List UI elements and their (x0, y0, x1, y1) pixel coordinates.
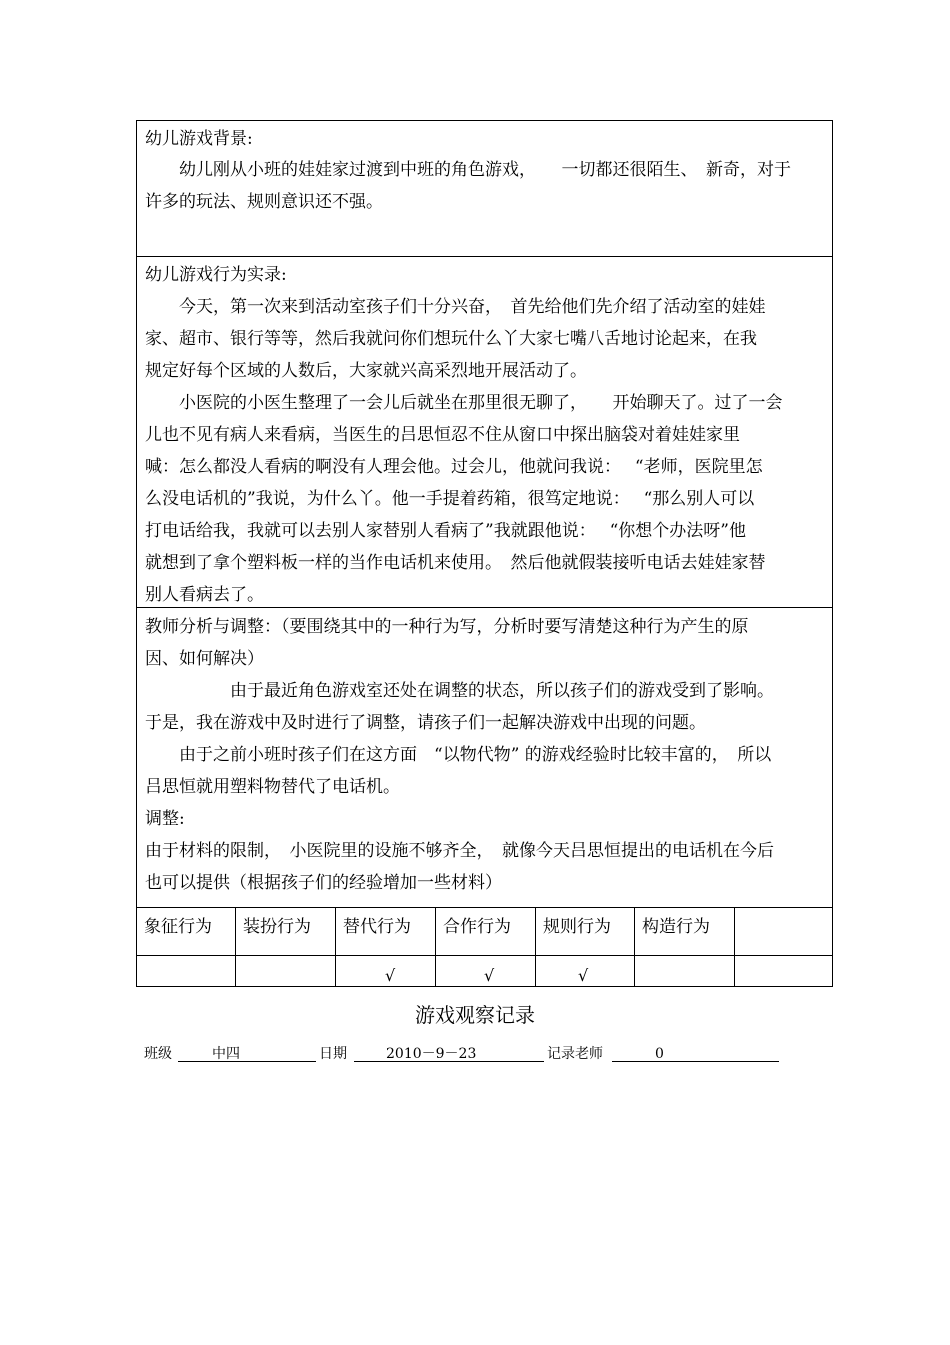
background-line: 幼儿刚从小班的娃娃家过渡到中班的角色游戏， 一切都还很陌生、 新奇，对于 (145, 160, 791, 180)
divider (137, 607, 832, 608)
observation-table (136, 120, 833, 987)
record-line: 规定好每个区域的人数后，大家就兴高采烈地开展活动了。 (145, 361, 587, 381)
behavior-label: 替代行为 (343, 917, 411, 937)
teacher-label: 记录老师 (547, 1046, 603, 1062)
behavior-cell-blank (735, 907, 832, 987)
record-line: 就想到了拿个塑料板一样的当作电话机来使用。 然后他就假装接听电话去娃娃家替 (145, 553, 766, 573)
behavior-cell-substitute (336, 907, 436, 987)
adjust-line: 也可以提供（根据孩子们的经验增加一些材料） (145, 873, 502, 893)
date-value: 2010－9－23 (386, 1046, 477, 1062)
class-underline (178, 1061, 316, 1062)
record-line: 今天，第一次来到活动室孩子们十分兴奋， 首先给他们先介绍了活动室的娃娃 (145, 297, 766, 317)
behavior-cell-dressup (236, 907, 336, 987)
teacher-underline (612, 1061, 779, 1062)
behavior-cell-symbolic (137, 907, 236, 987)
analysis-line: 吕思恒就用塑料物替代了电话机。 (145, 777, 400, 797)
analysis-heading-cont: 因、如何解决） (145, 649, 264, 669)
record-line: 别人看病去了。 (145, 585, 264, 605)
background-heading: 幼儿游戏背景: (145, 129, 253, 149)
behavior-label: 合作行为 (443, 917, 511, 937)
analysis-line: 于是，我在游戏中及时进行了调整，请孩子们一起解决游戏中出现的问题。 (145, 713, 706, 733)
analysis-line: 由于之前小班时孩子们在这方面 “以物代物” 的游戏经验时比较丰富的， 所以 (145, 745, 772, 765)
record-line: 喊：怎么都没人看病的啊没有人理会他。过会儿，他就问我说： “老师，医院里怎 (145, 457, 763, 477)
class-value: 中四 (212, 1046, 240, 1062)
record-line: 小医院的小医生整理了一会儿后就坐在那里很无聊了， 开始聊天了。过了一会 (145, 393, 783, 413)
behavior-label: 构造行为 (642, 917, 710, 937)
behavior-label: 装扮行为 (243, 917, 311, 937)
behavior-label: 规则行为 (543, 917, 611, 937)
behavior-check: √ (484, 966, 495, 985)
record-line: 么没电话机的”我说，为什么丫。他一手提着药箱，很笃定地说： “那么别人可以 (145, 489, 755, 509)
adjust-line: 由于材料的限制， 小医院里的设施不够齐全， 就像今天吕思恒提出的电话机在今后 (145, 841, 774, 861)
date-label: 日期 (319, 1046, 347, 1062)
behavior-label: 象征行为 (144, 917, 212, 937)
analysis-heading: 教师分析与调整：（要围绕其中的一种行为写，分析时要写清楚这种行为产生的原 (145, 617, 749, 637)
record-line: 打电话给我，我就可以去别人家替别人看病了”我就跟他说： “你想个办法呀”他 (145, 521, 746, 541)
class-label: 班级 (144, 1046, 172, 1062)
record-heading: 幼儿游戏行为实录: (145, 265, 287, 285)
behavior-check: √ (578, 966, 589, 985)
behavior-cell-cooperation (436, 907, 536, 987)
analysis-line: 由于最近角色游戏室还处在调整的状态，所以孩子们的游戏受到了影响。 (145, 681, 774, 701)
behavior-check: √ (385, 966, 396, 985)
adjust-heading: 调整: (145, 809, 185, 829)
behavior-cell-rules (536, 907, 635, 987)
behavior-cell-construction (635, 907, 735, 987)
page-title: 游戏观察记录 (415, 1003, 535, 1027)
teacher-value: 0 (655, 1046, 664, 1062)
record-line: 儿也不见有病人来看病，当医生的吕思恒忍不住从窗口中探出脑袋对着娃娃家里 (145, 425, 740, 445)
background-line: 许多的玩法、规则意识还不强。 (145, 192, 383, 212)
record-line: 家、超市、银行等等，然后我就问你们想玩什么丫大家七嘴八舌地讨论起来，在我 (145, 329, 757, 349)
divider (137, 256, 832, 257)
